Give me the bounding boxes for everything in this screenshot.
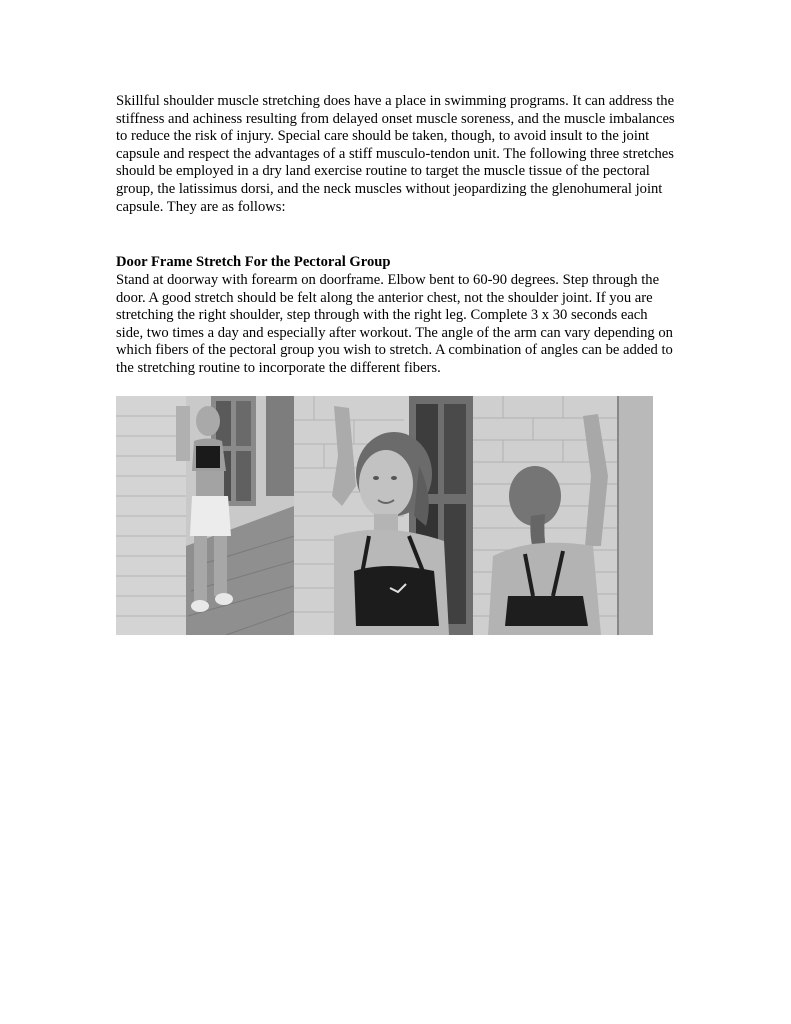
intro-paragraph: Skillful shoulder muscle stretching does have a place in swimming programs. It can address the stiffness and achiness resulting from delayed onset muscle soreness, and the muscle imbalances to reduce the risk of injury. Special care should be taken, though, to avoid insult to the joint capsule and respect the advantages of a stiff musculo-tendon unit. The following three stretches should be employed in a dry land exercise routine to target the muscle tissue of the pectoral group, the latissimus dorsi, and the neck muscles without jeopardizing the glenohumeral joint capsule. They are as follows:	[116, 93, 675, 215]
section-heading: Door Frame Stretch For the Pectoral Group	[116, 254, 391, 270]
section-body-paragraph: Stand at doorway with forearm on doorframe. Elbow bent to 60-90 degrees. Step through the door. A good stretch should be felt along the anterior chest, not the shoulder joint. If you are stretching the right shoulder, step through with the right leg. Complete 3 x 30 seconds each side, two times a day and especially after workout. The angle of the arm can vary depending on which fibers of the pectoral group you wish to stretch. A combination of angles can be added to the stretching routine to incorporate the different fibers.	[116, 272, 673, 376]
stretch-photo-strip	[116, 396, 653, 635]
back-view-stretch-photo	[473, 396, 653, 635]
full-body-stretch-photo	[116, 396, 294, 635]
front-closeup-stretch-photo	[294, 396, 473, 635]
